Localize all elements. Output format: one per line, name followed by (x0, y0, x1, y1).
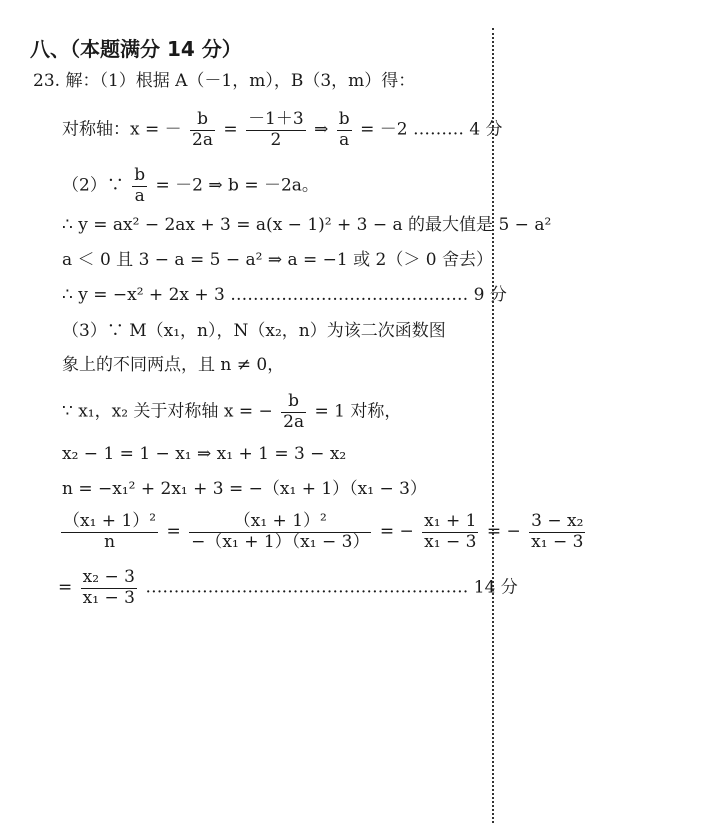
part2-line-4: ∴ y = −x² + 2x + 3 …………………………………… 9 分 (62, 285, 507, 305)
part3-line6-fraction-2: $\frac{\text{（x₁ + 1）²}}{\text{−（x₁ + 1）（x₁ − 3）}}$ (191, 511, 370, 552)
part1-fraction-3: $\frac{b}{a}$ (338, 109, 350, 150)
part3-dots: ………………………………………………… (145, 577, 469, 598)
part3-line-6: $\frac{\text{（x₁ + 1）²}}{n}$ = $\frac{\text{（x₁ + 1）²}}{\text{−（x₁ + 1）（x₁ − 3）}}$ = − $\frac{\text{x₁ + 1}}{\text{x₁ − 3}}$ = − $\frac{\text{3 − x₂}}{\text{x₁ − 3}}$ (63, 511, 584, 552)
part2-dots: …………………………………… (230, 285, 469, 305)
part3-line6-fraction-4: $\frac{\text{3 − x₂}}{\text{x₁ − 3}}$ (531, 511, 584, 552)
part3-line-3: ∵ x₁，x₂ 关于对称轴 x = − $\frac{b}{2a}$ = 1 对称， (62, 391, 402, 432)
part3-line-1: （3）∵ M（x₁，n），N（x₂，n）为该二次函数图 (62, 321, 446, 341)
part2-line-3: a ＜ 0 且 3 − a = 5 − a² ⇒ a = −1 或 2（＞ 0 舍去） (62, 250, 493, 270)
part3-line-7: = $\frac{\text{x₂ − 3}}{\text{x₁ − 3}}$ ………………………………………………… 14 分 (58, 567, 518, 608)
part2-fraction: $\frac{b}{a}$ (134, 165, 146, 206)
part1-prefix: 对称轴：x = － (62, 119, 182, 140)
part1-result: = －2 (360, 119, 408, 140)
part3-line7-fraction: $\frac{\text{x₂ − 3}}{\text{x₁ − 3}}$ (82, 567, 135, 608)
part3-line6-fraction-1: $\frac{\text{（x₁ + 1）²}}{n}$ (63, 511, 157, 552)
part3-line6-fraction-3: $\frac{\text{x₁ + 1}}{\text{x₁ − 3}}$ (424, 511, 477, 552)
part3-fraction: $\frac{b}{2a}$ (283, 391, 305, 432)
part1-fraction-1: $\frac{b}{2a}$ (192, 109, 213, 150)
part1-fraction-2: $\frac{-1+3}{2}$ (248, 109, 304, 150)
part1-score: ……… 4 分 (412, 119, 503, 140)
part3-line-5: n = −x₁² + 2x₁ + 3 = −（x₁ + 1）（x₁ − 3） (62, 479, 427, 499)
part2-score: 9 分 (473, 285, 507, 305)
part3-score: 14 分 (473, 577, 518, 598)
problem-label: 23. 解：（1）根据 A（－1，m），B（3，m）得： (33, 71, 416, 91)
part1-line: 对称轴：x = － $\frac{b}{2a}$ = $\frac{-1+3}{2}$ ⇒ $\frac{b}{a}$ = －2 ……… 4 分 (62, 109, 503, 150)
part2-line-1: （2）∵ $\frac{b}{a}$ = －2 ⇒ b = －2a。 (62, 165, 319, 206)
section-title: 八、（本题满分 14 分） (30, 37, 242, 61)
part3-line-2: 象上的不同两点，且 n ≠ 0， (62, 355, 285, 375)
part2-line-2: ∴ y = ax² − 2ax + 3 = a(x − 1)² + 3 − a 的最大值是 5 − a² (62, 215, 552, 235)
part3-line-4: x₂ − 1 = 1 − x₁ ⇒ x₁ + 1 = 3 − x₂ (62, 444, 347, 464)
